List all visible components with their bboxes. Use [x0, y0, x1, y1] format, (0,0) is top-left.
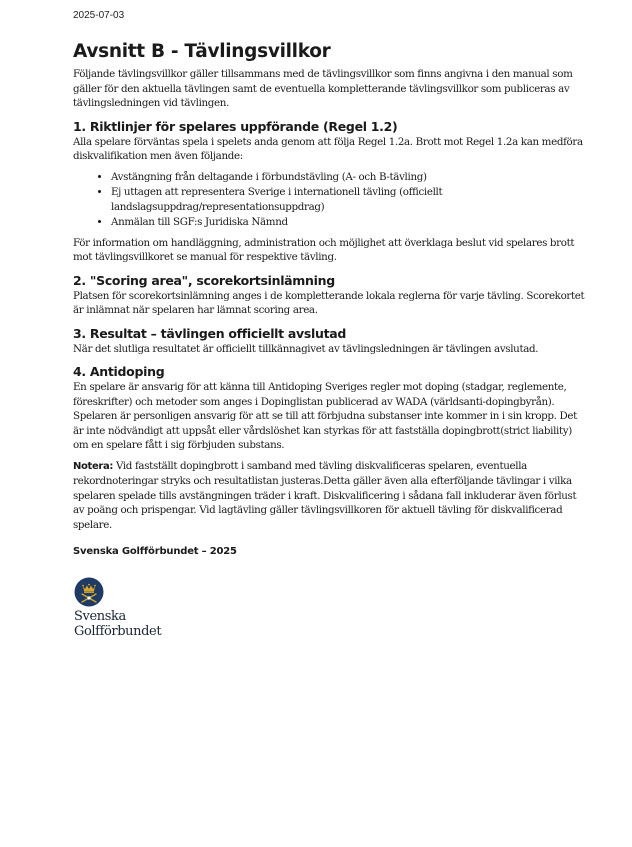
section-text: När det slutliga resultatet är officiellt tillkännagivet av tävlingsledningen är tävlingen avslutad.: [73, 342, 539, 355]
section-heading: 3. Resultat – tävlingen officiellt avslutad: [73, 325, 347, 341]
section-scoring-area: [73, 273, 585, 318]
logo-wordmark: [74, 609, 161, 639]
note-label: Notera:: [73, 460, 114, 472]
intro-paragraph: Följande tävlingsvillkor gäller tillsammans med de tävlingsvillkor som finns angivna i den manual som gäller för den aktuella tävlingen samt de eventuella kompletterande tävlingsvillkor som publiceras av tävlingsledningen vid tävlingen.: [73, 68, 573, 109]
crown-emblem-icon: [74, 577, 104, 607]
section-conduct: [73, 119, 585, 265]
document-content: [73, 40, 585, 557]
section-heading: 1. Riktlinjer för spelares uppförande (Regel 1.2): [73, 118, 398, 134]
logo-line-1: Svenska: [74, 609, 126, 624]
section-antidoping: [73, 364, 585, 532]
list-item: • Avstängning från deltagande i förbundstävling (A- och B-tävling): [111, 170, 585, 185]
section-results: [73, 326, 585, 357]
section-text: Alla spelare förväntas spela i spelets anda genom att följa Regel 1.2a. Brott mot Regel 1.2a kan medföra diskvalifikation men även följande:: [73, 135, 583, 162]
section-heading: 4. Antidoping: [73, 364, 165, 379]
list-item: • Anmälan till SGF:s Juridiska Nämnd: [111, 215, 585, 230]
consequence-list: [73, 170, 585, 230]
svenska-golfforbundet-logo: [73, 577, 183, 641]
section-text: Platsen för scorekortsinlämning anges i de kompletterande lokala reglerna för varje tävling. Scorekortet är inlämnat när spelaren har lämnat scoring area.: [73, 289, 585, 316]
section-heading: 2. "Scoring area", scorekortsinlämning: [73, 272, 335, 288]
logo-line-2: Golfförbundet: [74, 624, 162, 639]
page-title: Avsnitt B - Tävlingsvillkor: [73, 41, 331, 62]
note-text: Vid fastställt dopingbrott i samband med tävling diskvalificeras spelaren, eventuella rekordnoteringar stryks och resultatlistan justeras.Detta gäller även alla efterföljande tävlingar i vilka spelaren spelade tills avstängningen träder i kraft. Diskvalificering i sådana fall inkluderar även förlust av poäng och prispengar. Vid lagtävling gäller tävlingsvillkoren för aktuell tävling för diskvalificerad spelare.: [73, 459, 577, 531]
list-item: • Ej uttagen att representera Sverige i internationell tävling (officiellt landslagsuppdrag/representationsuppdrag): [111, 185, 585, 214]
section-text: För information om handläggning, administration och möjlighet att överklaga beslut vid spelares brott mot tävlingsvillkoret se manual för respektive tävling.: [73, 236, 575, 263]
note-paragraph: [73, 459, 585, 533]
footer-organization: Svenska Golfförbundet – 2025: [73, 546, 237, 557]
document-date: 2025-07-03: [73, 10, 125, 21]
section-text: En spelare är ansvarig för att känna till Antidoping Sveriges regler mot doping (stadgar, reglemente, föreskrifter) och metoder som anges i Dopinglistan publicerad av WADA (världsanti-dopingbyrån). Spelaren är personligen ansvarig för att se till att förbjudna substanser inte kommer in i sin kropp. Det är inte nödvändigt att uppsåt eller vårdslöshet kan styrkas för att fastställa dopingbrott(strict liability) om en spelare fått i sig förbjuden substans.: [73, 381, 577, 451]
